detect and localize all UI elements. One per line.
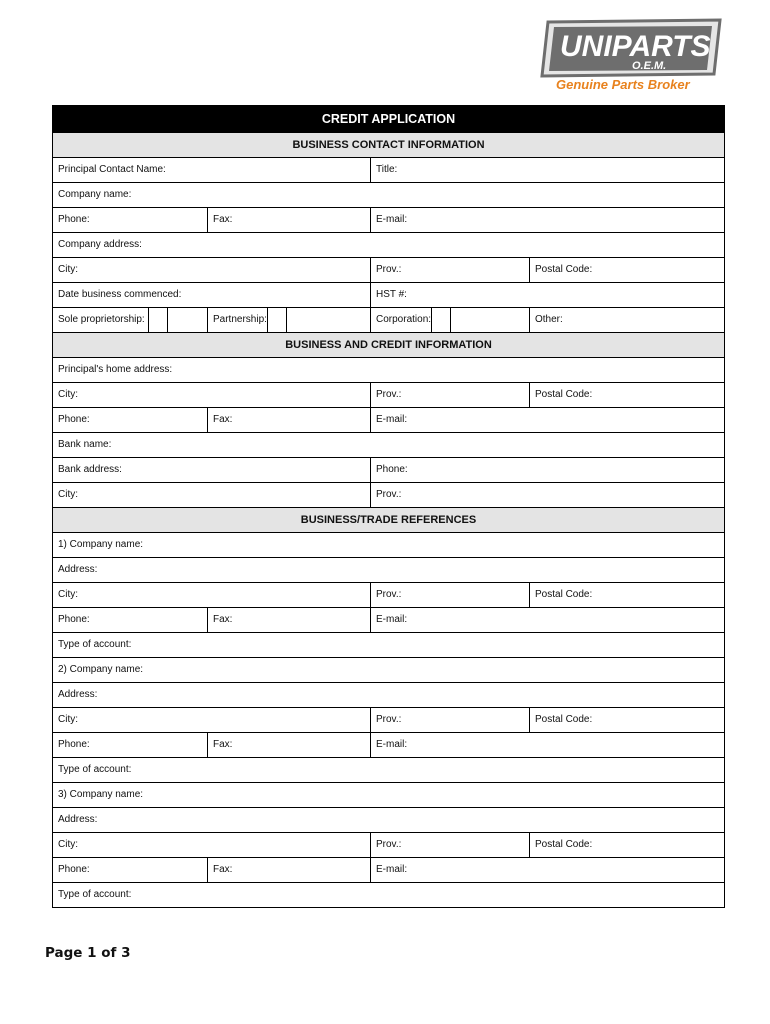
ref-fax-field[interactable]: Fax: [208,608,371,632]
credit-application-form [52,105,725,908]
form-row [53,883,724,908]
form-row [53,758,724,783]
ref-address-field[interactable]: Address: [58,689,98,700]
ref-city-field[interactable]: City: [53,583,371,607]
email-field[interactable]: E-mail: [376,414,408,425]
company-address-field[interactable]: Company address: [58,239,142,250]
sole-proprietorship-label: Sole proprietorship: [58,314,145,325]
form-row [53,158,724,183]
section-trade-references [53,508,724,533]
prov-field[interactable]: Prov.: [371,258,530,282]
form-row [53,683,724,708]
principal-contact-field[interactable]: Principal Contact Name: [53,158,371,182]
partnership-option [208,308,371,332]
home-address-field[interactable]: Principal's home address: [58,364,173,375]
form-row [53,433,724,458]
trade-references [53,533,724,908]
form-title: CREDIT APPLICATION [321,112,456,126]
corporation-checkbox[interactable] [431,308,451,332]
section-business-contact [53,133,724,158]
ref-company-name-field[interactable]: 2) Company name: [58,664,144,675]
sole-proprietorship-option [53,308,208,332]
form-row [53,383,724,408]
date-commenced-field[interactable]: Date business commenced: [53,283,371,307]
other-field[interactable]: Other: [535,314,563,325]
email-field[interactable]: E-mail: [376,214,408,225]
partnership-label: Partnership: [213,314,267,325]
bank-city-field[interactable]: City: [53,483,371,507]
postal-code-field[interactable]: Postal Code: [535,389,593,400]
form-row [53,458,724,483]
section-heading: BUSINESS CONTACT INFORMATION [292,139,485,151]
bank-phone-field[interactable]: Phone: [376,464,408,475]
ref-account-type-field[interactable]: Type of account: [58,764,132,775]
ref-prov-field[interactable]: Prov.: [371,708,530,732]
form-row [53,733,724,758]
section-heading: BUSINESS AND CREDIT INFORMATION [285,339,492,351]
form-row [53,183,724,208]
city-field[interactable]: City: [53,383,371,407]
form-row [53,308,724,333]
ref-company-name-field[interactable]: 1) Company name: [58,539,144,550]
form-row [53,558,724,583]
form-row [53,258,724,283]
form-row [53,233,724,258]
uniparts-logo [540,18,722,94]
hst-field[interactable]: HST #: [376,289,407,300]
phone-field[interactable]: Phone: [53,208,208,232]
ref-prov-field[interactable]: Prov.: [371,583,530,607]
postal-code-field[interactable]: Postal Code: [535,264,593,275]
prov-field[interactable]: Prov.: [371,383,530,407]
form-row [53,208,724,233]
form-row [53,708,724,733]
corporation-label: Corporation: [376,314,432,325]
ref-address-field[interactable]: Address: [58,814,98,825]
title-field[interactable]: Title: [376,164,398,175]
ref-company-name-field[interactable]: 3) Company name: [58,789,144,800]
fax-field[interactable]: Fax: [208,208,371,232]
form-row [53,783,724,808]
sole-proprietorship-checkbox[interactable] [148,308,168,332]
form-row [53,608,724,633]
ref-city-field[interactable]: City: [53,833,371,857]
ref-fax-field[interactable]: Fax: [208,858,371,882]
ref-phone-field[interactable]: Phone: [53,858,208,882]
corporation-option [371,308,530,332]
company-name-field[interactable]: Company name: [58,189,132,200]
ref-account-type-field[interactable]: Type of account: [58,639,132,650]
phone-field[interactable]: Phone: [53,408,208,432]
form-title-bar [53,106,724,133]
bank-prov-field[interactable]: Prov.: [376,489,402,500]
form-row [53,408,724,433]
form-row [53,358,724,383]
ref-postal-code-field[interactable]: Postal Code: [535,589,593,600]
ref-postal-code-field[interactable]: Postal Code: [535,839,593,850]
ref-account-type-field[interactable]: Type of account: [58,889,132,900]
ref-email-field[interactable]: E-mail: [376,614,408,625]
ref-prov-field[interactable]: Prov.: [371,833,530,857]
ref-fax-field[interactable]: Fax: [208,733,371,757]
ref-phone-field[interactable]: Phone: [53,733,208,757]
form-row [53,858,724,883]
logo-tagline: Genuine Parts Broker [556,77,690,92]
form-row [53,633,724,658]
form-row [53,483,724,508]
form-row [53,533,724,558]
ref-email-field[interactable]: E-mail: [376,864,408,875]
ref-phone-field[interactable]: Phone: [53,608,208,632]
bank-name-field[interactable]: Bank name: [58,439,112,450]
form-row [53,833,724,858]
ref-address-field[interactable]: Address: [58,564,98,575]
section-business-credit [53,333,724,358]
bank-address-field[interactable]: Bank address: [53,458,371,482]
city-field[interactable]: City: [53,258,371,282]
logo-sub: O.E.M. [632,60,667,72]
form-row [53,283,724,308]
page-number: Page 1 of 3 [45,945,131,961]
partnership-checkbox[interactable] [267,308,287,332]
section-heading: BUSINESS/TRADE REFERENCES [300,514,477,526]
logo-text: UNIPARTS [560,30,711,63]
form-row [53,658,724,683]
ref-email-field[interactable]: E-mail: [376,739,408,750]
form-row [53,808,724,833]
ref-postal-code-field[interactable]: Postal Code: [535,714,593,725]
form-row [53,583,724,608]
fax-field[interactable]: Fax: [208,408,371,432]
ref-city-field[interactable]: City: [53,708,371,732]
